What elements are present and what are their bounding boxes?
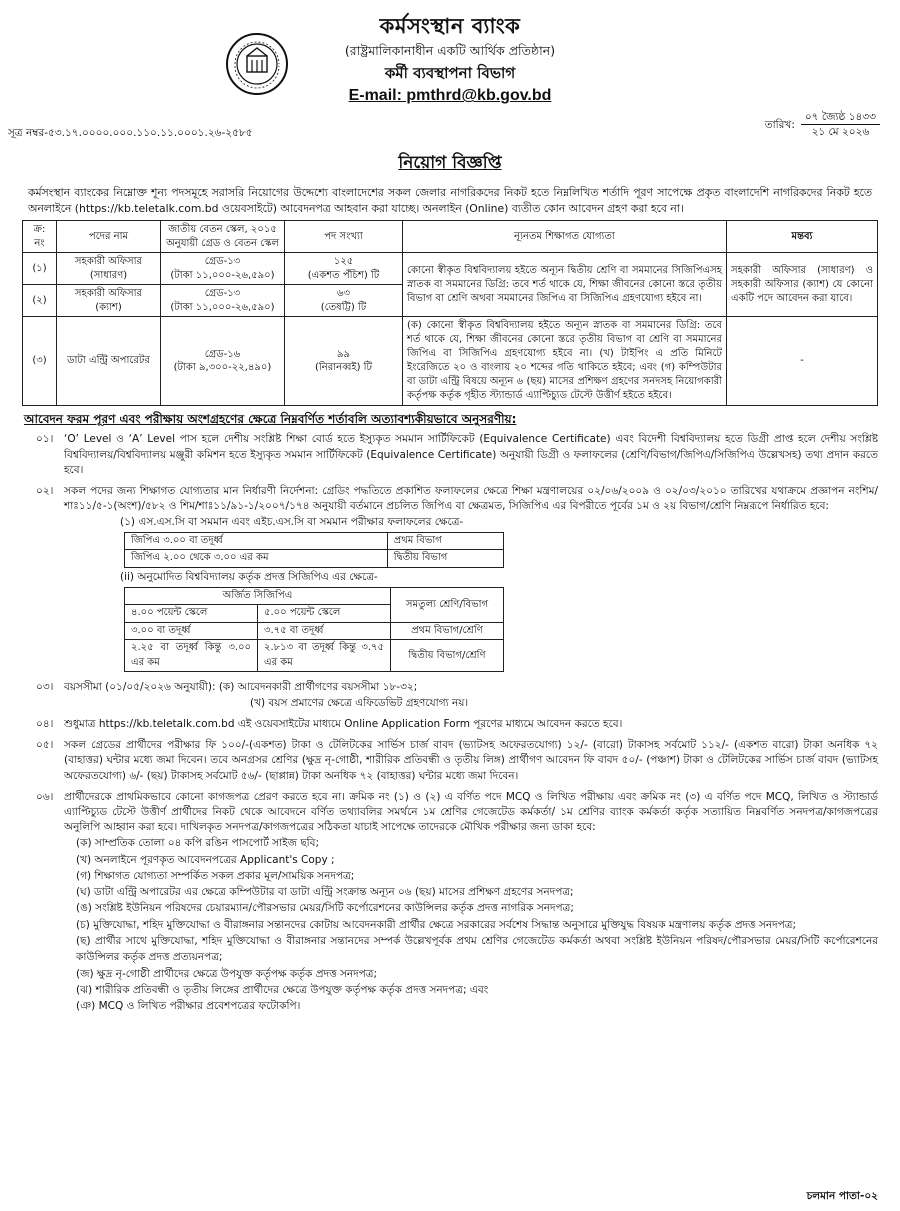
- gpa-table: জিপিএ ৩.০০ বা তদূর্ধ্ব প্রথম বিভাগ জিপিএ ২.০০ থেকে ৩.০০ এর কম দ্বিতীয় বিভাগ: [124, 532, 504, 568]
- cgpa-table: অর্জিত সিজিপিএ সমতুল্য শ্রেণি/বিভাগ ৪.০০ পয়েন্ট স্কেলে ৫.০০ পয়েন্ট স্কেলে ৩.০০ বা তদূর্ধ্ব ৩.৭৫ বা তদূর্ধ্ব প্রথম বিভাগ/শ্রেণি ২.২৫ বা তদূর্ধ্ব কিন্তু ৩.০০ এর কম ২.৮১৩ বা তদূর্ধ্ব কিন্তু ৩.৭৫ এর কম দ্বিতীয় বিভাগ/শ্রেণি: [124, 587, 504, 673]
- condition-item: ০১। ‘O’ Level ও ‘A’ Level পাস হলে দেশীয় সংশ্লিষ্ট শিক্ষা বোর্ড হতে ইস্যুকৃত সমমান সার্টিফিকেট (Equivalence Certificate) এবং বিদেশী বিশ্ববিদ্যালয় হতে ডিগ্রী প্রাপ্ত হলে দেশীয় সংশ্লিষ্ট বিশ্ববিদ্যালয়/বিশ্ববিদ্যালয় মঞ্জুরী কমিশন হতে ইস্যুকৃত সমমান সার্টিফিকেট (Equivalence Certificate) অনুযায়ী ডিগ্রী ও ফলাফলের (শ্রেণি/বিভাগ/জিপিএ/সিজিপিএ উল্লেখসহ) তথ্য প্রদান করতে হবে।: [36, 433, 878, 476]
- date-bangla: ০৭ জ্যৈষ্ঠ ১৪৩৩: [801, 110, 880, 125]
- list-item: (চ) মুক্তিযোদ্ধা, শহিদ মুক্তিযোদ্ধা ও বীরাঙ্গনার সন্তানদের কোটায় আবেদনকারী প্রার্থীর ক্ষেত্রে সরকারের সর্বশেষ সিদ্ধান্ত অনুসারে মুক্তিযুদ্ধ বিষয়ক মন্ত্রণালয় কর্তৃক প্রদত্ত সনদপত্র;: [76, 918, 796, 931]
- org-name: কর্মসংস্থান ব্যাংক: [379, 14, 521, 38]
- continued-page-note: চলমান পাতা-০২: [806, 1189, 878, 1202]
- list-item: (ঘ) ডাটা এন্ট্রি অপারেটর এর ক্ষেত্রে কম্পিউটার বা ডাটা এন্ট্রি সংক্রান্ত অন্যূন ০৬ (ছয়) মাসের প্রশিক্ষণ গ্রহণের সনদপত্র;: [76, 886, 574, 899]
- department-email[interactable]: E-mail: pmthrd@kb.gov.bd: [348, 87, 552, 105]
- bank-logo-seal-icon: [225, 32, 289, 96]
- letterhead: [22, 12, 878, 130]
- list-item: (ক) সাম্প্রতিক তোলা ০৪ কপি রঙিন পাসপোর্ট সাইজ ছবি;: [76, 837, 320, 850]
- list-item: (ঝ) শারীরিক প্রতিবন্ধী ও তৃতীয় লিঙ্গের প্রার্থীদের ক্ষেত্রে উপযুক্ত কর্তৃপক্ষ কর্তৃক প্রদত্ত সনদপত্র; এবং: [76, 983, 489, 996]
- document-list: [64, 835, 878, 1014]
- table-row: (১) সহকারী অফিসার (সাধারণ) গ্রেড-১৩ (টাকা ১১,০০০-২৬,৫৯০) ১২৫ (একশত পঁচিশ) টি কোনো স্বীকৃত বিশ্ববিদ্যালয় হইতে অন্যূন দ্বিতীয় শ্রেণি বা সমমানের সিজিপিএসহ স্নাতক বা সমমানের ডিগ্রি: তবে শর্ত থাকে যে, শিক্ষা জীবনের কোনো স্তরে তৃতীয় বিভাগ বা শ্রেণি অথবা সমমানের জিপিএ বা সিজিপিএ গ্রহণযোগ্য হইবে না। সহকারী অফিসার (সাধারণ) ও সহকারী অফিসার (ক্যাশ) যে কোনো একটি পদে আবেদন করা যাবে।: [23, 253, 878, 285]
- list-item: (ঞ) MCQ ও লিখিত পরীক্ষার প্রবেশপত্রের ফটোকপি।: [76, 1000, 301, 1013]
- list-item: (গ) শিক্ষাগত যোগ্যতা সম্পর্কিত সকল প্রকার মূল/সাময়িক সনদপত্র;: [76, 869, 355, 882]
- vacancy-table: [22, 220, 878, 406]
- col-grade: জাতীয় বেতন স্কেল, ২০১৫ অনুযায়ী গ্রেড ও বেতন স্কেল: [161, 221, 285, 253]
- reference-number: সূত্র নম্বর-৫৩.১৭.০০০০.০০০.১১০.১১.০০০১.২৬-২৫৮৫: [8, 127, 253, 139]
- col-serial: ক্র: নং: [23, 221, 57, 253]
- list-item: (খ) অনলাইনে পূরণকৃত আবেদনপত্রের Applicant's Copy ;: [76, 853, 335, 866]
- date-gregorian: ২১ মে ২০২৬: [811, 126, 870, 139]
- list-item: (জ) ক্ষুদ্র নৃ-গোষ্ঠী প্রার্থীদের ক্ষেত্রে উপযুক্ত কর্তৃপক্ষ কর্তৃক প্রদত্ত সনদপত্র;: [76, 967, 378, 980]
- col-count: পদ সংখ্যা: [285, 221, 403, 253]
- department-name: কর্মী ব্যবস্থাপনা বিভাগ: [384, 64, 516, 83]
- org-subtitle: (রাষ্ট্রমালিকানাধীন একটি আর্থিক প্রতিষ্ঠান): [344, 43, 556, 59]
- col-remark: মন্তব্য: [727, 221, 878, 253]
- table-row: (২) সহকারী অফিসার (ক্যাশ) গ্রেড-১৩ (টাকা ১১,০০০-২৬,৫৯০) ৬৩ (তেষট্টি) টি: [23, 285, 878, 317]
- col-qualification: ন্যূনতম শিক্ষাগত যোগ্যতা: [403, 221, 727, 253]
- date-label: তারিখ:: [764, 118, 795, 131]
- list-item: (ছ) প্রার্থীর সাথে মুক্তিযোদ্ধা, শহিদ মুক্তিযোদ্ধা ও বীরাঙ্গনার সন্তানদের সম্পর্ক উল্লেখপূর্বক প্রথম শ্রেণির গেজেটেড কর্মকর্তা অথবা সংশ্লিষ্ট ইউনিয়ন পরিষদ/পৌরসভার মেয়র/সিটি কর্পোরেশনের কাউন্সিলর কর্তৃক প্রদত্ত প্রত্যয়নপত্র;: [76, 935, 878, 964]
- table-row: (৩) ডাটা এন্ট্রি অপারেটর গ্রেড-১৬ (টাকা ৯,৩০০-২২,৪৯০) ৯৯ (নিরানব্বই) টি (ক) কোনো স্বীকৃত বিশ্ববিদ্যালয় হইতে অন্যূন স্নাতক বা সমমানের ডিগ্রি: তবে শর্ত থাকে যে, শিক্ষা জীবনের কোনো স্তরে তৃতীয় বিভাগ বা শ্রেণি বা সমমানের জিপিএ বা সিজিপিএ গ্রহণযোগ্য হইবে না। (খ) টাইপিং এ প্রতি মিনিটে ইংরেজিতে ২০ ও বাংলায় ২০ শব্দের গতি থাকিতে হইবে; এবং (গ) কম্পিউটার বা ডাটা এন্ট্রি বিষয়ে অন্যূন ৬ (ছয়) মাসের প্রশিক্ষণ গ্রহণের সনদসহ নিয়োগকারী কর্তৃপক্ষ কর্তৃক গৃহীত স্ট্যান্ডার্ড এ্যাপ্টিচ্যুড টেস্টে উত্তীর্ণ হইতে হইবে। -: [23, 317, 878, 406]
- table-header-row: [23, 221, 878, 253]
- condition-item: ০২। সকল পদের জন্য শিক্ষাগত যোগ্যতার মান নির্ধারণী নির্দেশনা: গ্রেডিং পদ্ধতিতে প্রকাশিত ফলাফলের ক্ষেত্রে শিক্ষা মন্ত্রণালয়ের ০২/০৬/২০০৯ ও ০২/০৩/২০১০ তারিখের যথাক্রমে প্রজ্ঞাপন নংশিম/শাঃ১১/৫-১(অংশ)/৫৮২ ও শিম/শাঃ১১/৯১-১/২০০৭/১৭৪ অনুযায়ী বর্তমানে প্রচলিত জিপিএ বা ক্ষেত্রমত, সিজিপিএ এর বিপরীতে পূর্বের ১ম ও ২য় বিভাগ/শ্রেণি নিম্নরূপে নির্ধারিত হবে: (১) এস.এস.সি বা সমমান এবং এইচ.এস.সি বা সমমান পরীক্ষার ফলাফলের ক্ষেত্রে- জিপিএ ৩.০০ বা তদূর্ধ্ব প্রথম বিভাগ জিপিএ ২.০০ থেকে ৩.০০ এর কম দ্বিতীয় বিভাগ (ii) অনুমোদিত বিশ্ববিদ্যালয় কর্তৃক প্রদত্ত সিজিপিএ এর ক্ষেত্রে- অর্জিত সিজিপিএ সমতুল্য শ্রেণি/বিভাগ ৪.০০ পয়েন্ট স্কেলে ৫.০০ পয়েন্ট স্কেলে ৩.০০ বা তদূর্ধ্ব ৩.৭৫ বা তদূর্ধ্ব প্রথম বিভাগ/শ্রেণি ২.২৫ বা তদূর্ধ্ব কিন্তু ৩.০০ এর কম ২.৮১৩ বা তদূর্ধ্ব কিন্তু ৩.৭৫ এর কম দ্বিতীয় বিভাগ/শ্রেণি: [22, 484, 878, 674]
- date-block: [765, 110, 880, 139]
- shared-qualification: কোনো স্বীকৃত বিশ্ববিদ্যালয় হইতে অন্যূন দ্বিতীয় শ্রেণি বা সমমানের সিজিপিএসহ স্নাতক বা সমমানের ডিগ্রি: তবে শর্ত থাকে যে, শিক্ষা জীবনের কোনো স্তরে তৃতীয় বিভাগ বা শ্রেণি অথবা সমমানের জিপিএ বা সিজিপিএ গ্রহণযোগ্য হইবে না।: [403, 253, 727, 317]
- notice-title: নিয়োগ বিজ্ঞপ্তি: [398, 153, 502, 173]
- condition-item: ০৬। প্রার্থীদেরকে প্রাথমিকভাবে কোনো কাগজপত্র প্রেরণ করতে হবে না। ক্রমিক নং (১) ও (২) এ বর্ণিত পদে MCQ ও লিখিত পরীক্ষায় এবং ক্রমিক নং (৩) এ বর্ণিত পদে MCQ, লিখিত ও স্ট্যান্ডার্ড এ্যাপ্টিচ্যুড টেস্টে উত্তীর্ণ প্রার্থীদের নিকট থেকে আবেদনে বর্ণিত তথ্যাবলির সমর্থনে ১ম শ্রেণির গেজেটেড কর্মকর্তা/ ১ম শ্রেণির ব্যাংক কর্মকর্তা কর্তৃক সত্যায়িত নিম্নবর্ণিত সনদপত্র/কাগজপত্রের অনুলিপি আহ্বান করা হবে। দাখিলকৃত সনদপত্র/কাগজপত্রের সঠিকতা যাচাই সাপেক্ষে তাদেরকে মৌখিক পরীক্ষার জন্য ডাকা হবে: (ক) সাম্প্রতিক তোলা ০৪ কপি রঙিন পাসপোর্ট সাইজ ছবি; (খ) অনলাইনে পূরণকৃত আবেদনপত্রের Applicant's Copy ; (গ) শিক্ষাগত যোগ্যতা সম্পর্কিত সকল প্রকার মূল/সাময়িক সনদপত্র; (ঘ) ডাটা এন্ট্রি অপারেটর এর ক্ষেত্রে কম্পিউটার বা ডাটা এন্ট্রি সংক্রান্ত অন্যূন ০৬ (ছয়) মাসের প্রশিক্ষণ গ্রহণের সনদপত্র; (ঙ) সংশ্লিষ্ট ইউনিয়ন পরিষদের চেয়ারম্যান/পৌরসভার মেয়র/সিটি কর্পোরেশনের কাউন্সিলর কর্তৃক প্রদত্ত নাগরিক সনদপত্র; (চ) মুক্তিযোদ্ধা, শহিদ মুক্তিযোদ্ধা ও বীরাঙ্গনার সন্তানদের কোটায় আবেদনকারী প্রার্থীর ক্ষেত্রে সরকারের সর্বশেষ সিদ্ধান্ত অনুসারে মুক্তিযুদ্ধ বিষয়ক মন্ত্রণালয় কর্তৃক প্রদত্ত সনদপত্র; (ছ) প্রার্থীর সাথে মুক্তিযোদ্ধা, শহিদ মুক্তিযোদ্ধা ও বীরাঙ্গনার সন্তানদের সম্পর্ক উল্লেখপূর্বক প্রথম শ্রেণির গেজেটেড কর্মকর্তা অথবা সংশ্লিষ্ট ইউনিয়ন পরিষদ/পৌরসভার মেয়র/সিটি কর্পোরেশনের কাউন্সিলর কর্তৃক প্রদত্ত প্রত্যয়নপত্র; (জ) ক্ষুদ্র নৃ-গোষ্ঠী প্রার্থীদের ক্ষেত্রে উপযুক্ত কর্তৃপক্ষ কর্তৃক প্রদত্ত সনদপত্র; (ঝ) শারীরিক প্রতিবন্ধী ও তৃতীয় লিঙ্গের প্রার্থীদের ক্ষেত্রে উপযুক্ত কর্তৃপক্ষ কর্তৃক প্রদত্ত সনদপত্র; এবং (ঞ) MCQ ও লিখিত পরীক্ষার প্রবেশপত্রের ফটোকপি।: [22, 790, 878, 1015]
- list-item: (ঙ) সংশ্লিষ্ট ইউনিয়ন পরিষদের চেয়ারম্যান/পৌরসভার মেয়র/সিটি কর্পোরেশনের কাউন্সিলর কর্তৃক প্রদত্ত নাগরিক সনদপত্র;: [76, 902, 574, 915]
- condition-item: ০৩। বয়সসীমা (০১/০৫/২০২৬ অনুযায়ী): (ক) আবেদনকারী প্রার্থীগণের বয়সসীমা ১৮-৩২; (খ) বয়স প্রমাণের ক্ষেত্রে এফিডেভিট গ্রহণযোগ্য নয়।: [36, 681, 469, 709]
- shared-remark: সহকারী অফিসার (সাধারণ) ও সহকারী অফিসার (ক্যাশ) যে কোনো একটি পদে আবেদন করা যাবে।: [727, 253, 878, 317]
- condition-item: ০৪। শুধুমাত্র https://kb.teletalk.com.bd এই ওয়েবসাইটের মাধ্যমে Online Application Form পূরণের মাধ্যমে আবেদন করতে হবে।: [36, 717, 623, 730]
- conditions-title: আবেদন ফরম পূরণ এবং পরীক্ষায় অংশগ্রহণের ক্ষেত্রে নিম্নবর্ণিত শর্তাবলি অত্যাবশ্যকীয়ভাবে অনুসরণীয়:: [24, 412, 517, 427]
- condition-item: ০৫। সকল গ্রেডের প্রার্থীদের পরীক্ষার ফি ১০০/-(একশত) টাকা ও টেলিটকের সার্ভিস চার্জ বাবদ (ভ্যাটসহ অফেরতযোগ্য) ১২/- (বারো) টাকাসহ সর্বমোট ১১২/- (একশত বারো) টাকা অনধিক ৭২ (বাহাত্তর) ঘন্টার মধ্যে জমা দিবেন। তবে অনগ্রসর শ্রেণির (ক্ষুদ্র নৃ-গোষ্ঠী, শারীরিক প্রতিবন্ধী ও তৃতীয় লিঙ্গ) প্রার্থীগণ আবেদন ফি বাবদ ৫০/- (পঞ্চাশ) টাকা ও টেলিটকের সার্ভিস চার্জ বাবদ (ভ্যাটসহ অফেরতযোগ্য) ৬/- (ছয়) টাকাসহ সর্বমোট ৫৬/- (ছাপ্পান্ন) টাকা অনধিক ৭২ (বাহাত্তর) ঘন্টার মধ্যে জমা দিবেন।: [36, 739, 878, 782]
- notice-intro: কর্মসংস্থান ব্যাংকের নিম্নোক্ত শূন্য পদসমূহে সরাসরি নিয়োগের উদ্দেশ্যে বাংলাদেশের সকল জেলার নাগরিকদের নিকট হতে নিম্নলিখিত শর্তাদি পূরণ সাপেক্ষে প্রকৃত বাংলাদেশি নাগরিকদের নিকট হতে অনলাইনে (https://kb.teletalk.com.bd ওয়েবসাইটে) আবেদনপত্র আহবান করা যাচ্ছে। অনলাইন (Online) ব্যতীত কোন আবেদন গ্রহণ করা হবে না।: [28, 185, 872, 215]
- col-post: পদের নাম: [57, 221, 161, 253]
